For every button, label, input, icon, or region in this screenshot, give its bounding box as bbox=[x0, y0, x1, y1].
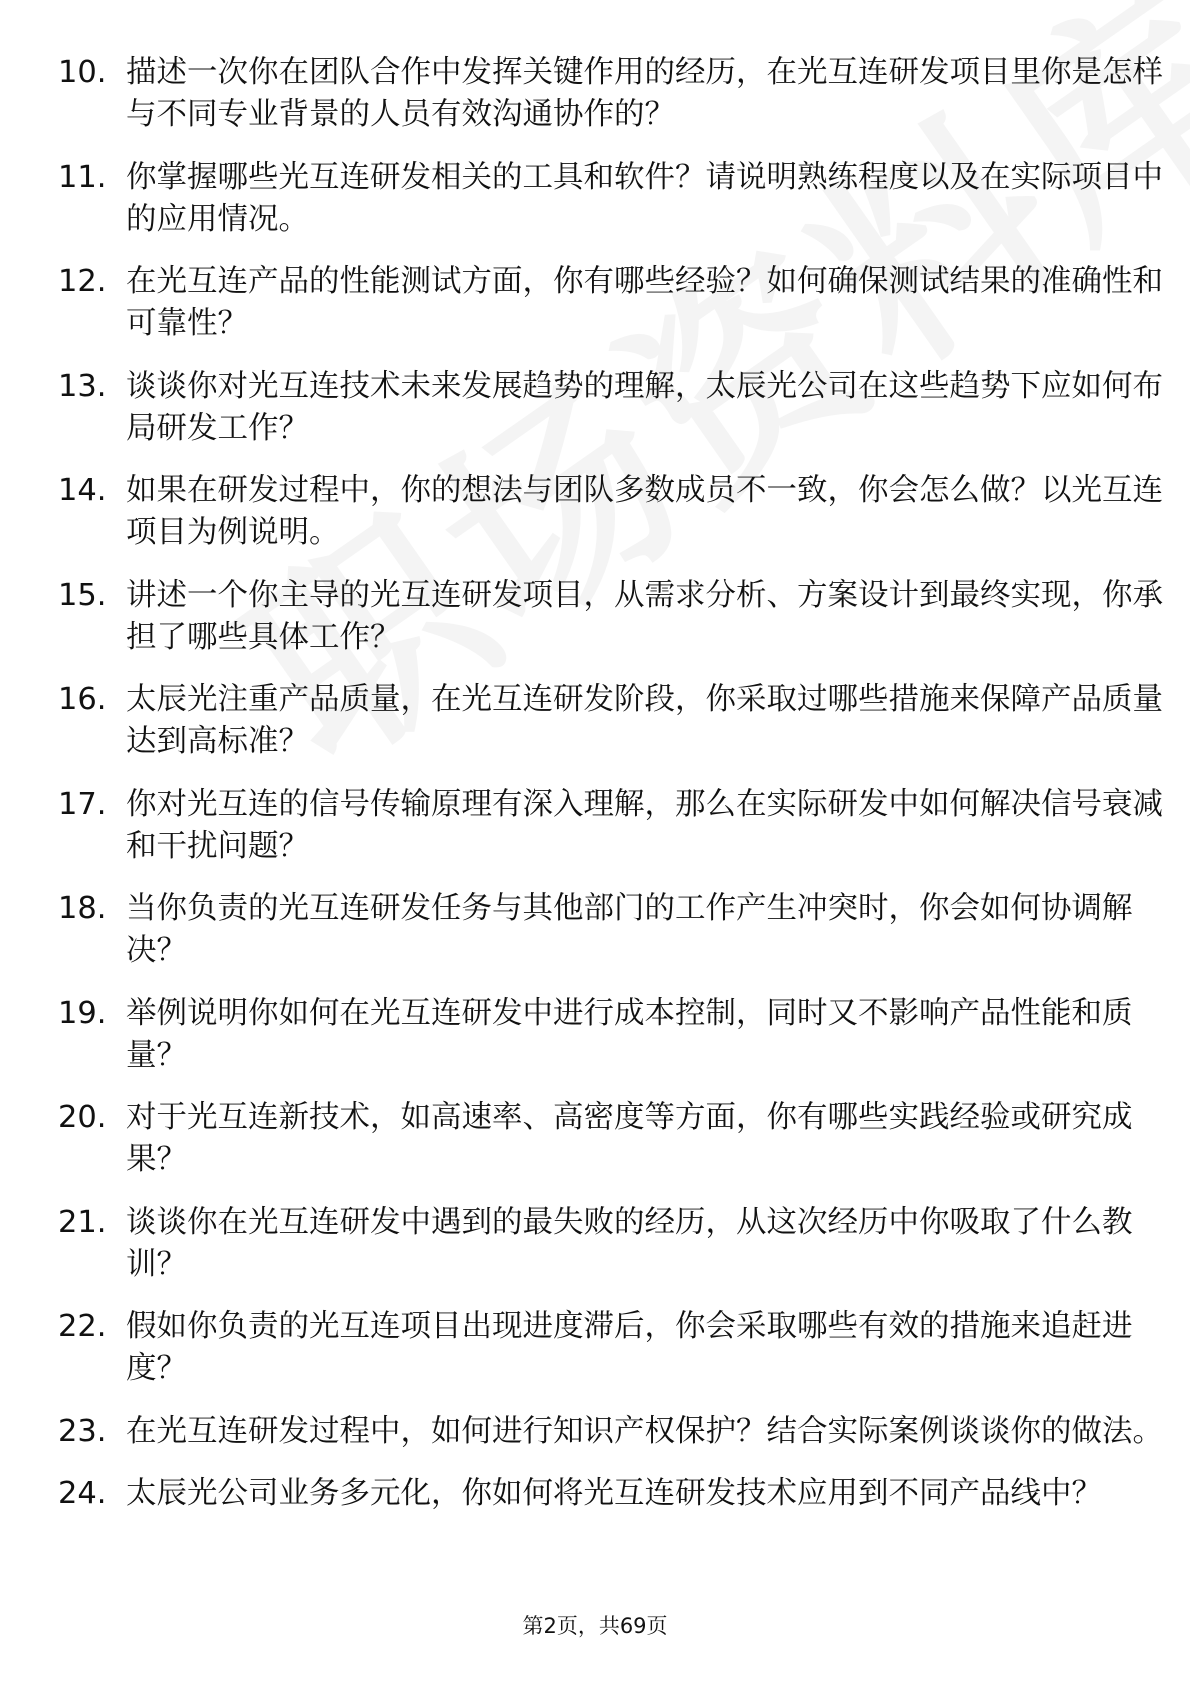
question-text: 讲述一个你主导的光互连研发项目，从需求分析、方案设计到最终实现，你承担了哪些具体工作？ bbox=[126, 577, 1163, 655]
question-list bbox=[58, 52, 1163, 1536]
question-item bbox=[58, 993, 1133, 1077]
question-text: 假如你负责的光互连项目出现进度滞后，你会采取哪些有效的措施来追赶进度？ bbox=[126, 1309, 1133, 1386]
question-text: 举例说明你如何在光互连研发中进行成本控制，同时又不影响产品性能和质量？ bbox=[126, 995, 1133, 1073]
question-number: 24. bbox=[58, 1476, 107, 1511]
question-item bbox=[58, 1306, 1133, 1390]
question-item bbox=[58, 1097, 1133, 1181]
question-text: 谈谈你在光互连研发中遇到的最失败的经历，从这次经历中你吸取了什么教训？ bbox=[126, 1204, 1133, 1282]
question-number: 21. bbox=[58, 1204, 107, 1240]
question-text: 当你负责的光互连研发任务与其他部门的工作产生冲突时，你会如何协调解决？ bbox=[126, 891, 1133, 968]
question-number: 19. bbox=[58, 995, 107, 1031]
question-text: 在光互连产品的性能测试方面，你有哪些经验？如何确保测试结果的准确性和可靠性？ bbox=[126, 264, 1163, 341]
question-item bbox=[58, 470, 1163, 554]
question-item bbox=[58, 1202, 1133, 1286]
question-number: 13. bbox=[58, 368, 107, 404]
question-text: 如果在研发过程中，你的想法与团队多数成员不一致，你会怎么做？以光互连项目为例说明。 bbox=[126, 473, 1163, 550]
question-text: 你掌握哪些光互连研发相关的工具和软件？请说明熟练程度以及在实际项目中的应用情况。 bbox=[126, 159, 1163, 237]
page-footer: 第2页，共69页 bbox=[522, 1614, 668, 1638]
question-item bbox=[58, 366, 1163, 450]
question-number: 15. bbox=[58, 577, 107, 613]
question-item bbox=[58, 261, 1163, 345]
question-text: 谈谈你对光互连技术未来发展趋势的理解，太辰光公司在这些趋势下应如何布局研发工作？ bbox=[126, 368, 1163, 446]
question-item bbox=[58, 679, 1163, 763]
question-text: 对于光互连新技术，如高速率、高密度等方面，你有哪些实践经验或研究成果？ bbox=[126, 1100, 1133, 1177]
question-number: 16. bbox=[58, 682, 107, 717]
question-number: 20. bbox=[58, 1100, 107, 1135]
question-number: 12. bbox=[58, 264, 107, 299]
question-number: 10. bbox=[58, 55, 107, 90]
question-number: 11. bbox=[58, 159, 107, 195]
question-item bbox=[58, 1411, 1163, 1453]
question-item bbox=[58, 52, 1163, 136]
question-number: 23. bbox=[58, 1413, 107, 1449]
question-number: 22. bbox=[58, 1309, 107, 1344]
question-item bbox=[58, 888, 1133, 972]
question-text: 描述一次你在团队合作中发挥关键作用的经历，在光互连研发项目里你是怎样与不同专业背景的人员有效沟通协作的？ bbox=[126, 55, 1163, 132]
question-item bbox=[58, 1473, 1118, 1515]
question-number: 18. bbox=[58, 891, 107, 926]
question-text: 在光互连研发过程中，如何进行知识产权保护？结合实际案例谈谈你的做法。 bbox=[126, 1413, 1163, 1449]
question-text: 太辰光公司业务多元化，你如何将光互连研发技术应用到不同产品线中？ bbox=[126, 1476, 1102, 1511]
question-text: 你对光互连的信号传输原理有深入理解，那么在实际研发中如何解决信号衰减和干扰问题？ bbox=[126, 786, 1163, 864]
question-number: 17. bbox=[58, 786, 107, 822]
question-item bbox=[58, 157, 1163, 241]
question-number: 14. bbox=[58, 473, 107, 508]
question-text: 太辰光注重产品质量，在光互连研发阶段，你采取过哪些措施来保障产品质量达到高标准？ bbox=[126, 682, 1163, 759]
question-item bbox=[58, 784, 1163, 868]
question-item bbox=[58, 575, 1163, 659]
